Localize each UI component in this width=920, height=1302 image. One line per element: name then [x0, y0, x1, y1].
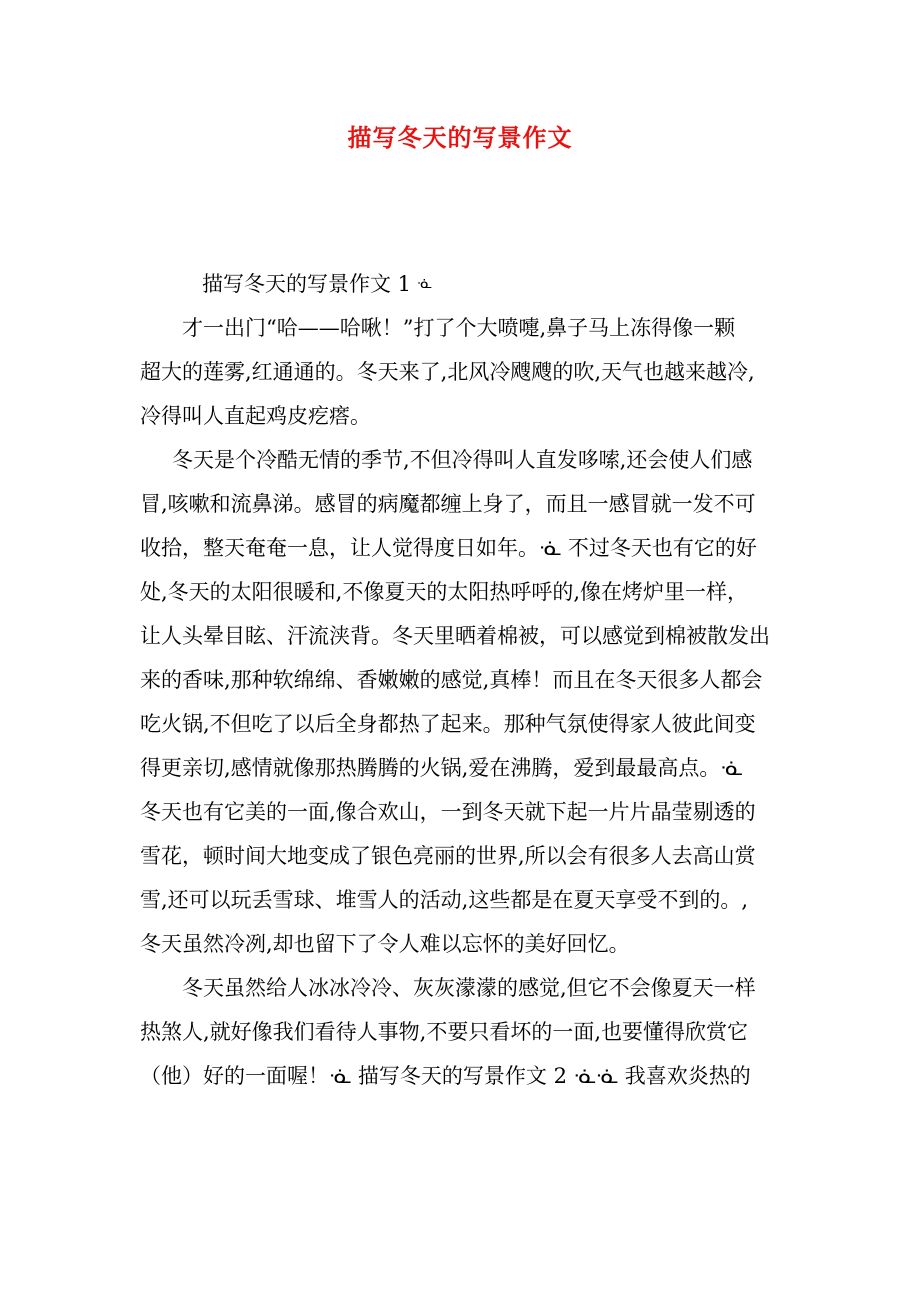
text-line	[140, 614, 785, 658]
text-line	[140, 394, 785, 438]
text-line-content: 冬天虽然给人冰冰冷冷、灰灰濛濛的感觉,但它不会像夏天一样	[182, 976, 756, 1000]
text-line-content: 冬天是个冷酷无情的季节,不但冷得叫人直发哆嗦,还会使人们感	[172, 448, 753, 472]
document-body	[140, 262, 785, 1098]
text-line	[140, 746, 785, 790]
text-line	[140, 658, 785, 702]
text-line	[140, 1054, 785, 1098]
text-line-content: 雪,还可以玩丢雪球、堆雪人的活动,这些都是在夏天享受不到的。,	[140, 888, 749, 912]
text-line-content: 冷得叫人直起鸡皮疙瘩。	[140, 404, 371, 428]
text-line	[140, 306, 785, 350]
text-line	[140, 878, 785, 922]
text-line	[140, 526, 785, 570]
text-line-content: 冬天也有它美的一面,像合欢山，一到冬天就下起一片片晶莹剔透的	[140, 800, 756, 824]
text-line-content: 雪花，顿时间大地变成了银色亮丽的世界,所以会有很多人去高山赏	[140, 844, 756, 868]
text-line	[140, 570, 785, 614]
text-line-content: 才一出门“哈——哈啾！”打了个大喷嚏,鼻子马上冻得像一颗	[182, 316, 736, 340]
text-line-content: 来的香味,那种软绵绵、香嫩嫩的感觉,真棒！而且在冬天很多人都会	[140, 668, 763, 692]
text-line	[140, 350, 785, 394]
text-line-content: 热煞人,就好像我们看待人事物,不要只看坏的一面,也要懂得欣赏它	[140, 1020, 749, 1044]
text-line-content: （他）好的一面喔！ᓍ 描写冬天的写景作文 2 ᓍᓍ 我喜欢炎热的	[140, 1064, 751, 1088]
text-line	[140, 262, 785, 306]
text-line-content: 处,冬天的太阳很暖和,不像夏天的太阳热呼呼的,像在烤炉里一样，	[140, 580, 749, 604]
text-line-content: 超大的莲雾,红通通的。冬天来了,北风冷飕飕的吹,天气也越来越冷,	[140, 360, 755, 384]
text-line	[140, 482, 785, 526]
text-line	[140, 790, 785, 834]
text-line	[140, 966, 785, 1010]
text-line	[140, 702, 785, 746]
marker-icon: ᓍ	[417, 276, 432, 292]
text-line-content: 冒,咳嗽和流鼻涕。感冒的病魔都缠上身了，而且一感冒就一发不可	[140, 492, 756, 516]
text-line-content: 描写冬天的写景作文 1	[202, 272, 412, 296]
text-line	[140, 438, 785, 482]
text-line-content: 冬天虽然冷冽,却也留下了令人难以忘怀的美好回忆。	[140, 932, 630, 956]
text-line-content: 收拾，整天奄奄一息，让人觉得度日如年。ᓍ 不过冬天也有它的好	[140, 536, 757, 560]
text-line	[140, 1010, 785, 1054]
text-line-content: 让人头晕目眩、汗流浃背。冬天里晒着棉被，可以感觉到棉被散发出	[140, 624, 770, 648]
text-line	[140, 922, 785, 966]
text-line-content: 得更亲切,感情就像那热腾腾的火锅,爱在沸腾，爱到最最高点。ᓍ	[140, 756, 743, 780]
document-title: 描写冬天的写景作文	[347, 123, 573, 152]
text-line	[140, 834, 785, 878]
text-line-content: 吃火锅,不但吃了以后全身都热了起来。那种气氛使得家人彼此间变	[140, 712, 756, 736]
